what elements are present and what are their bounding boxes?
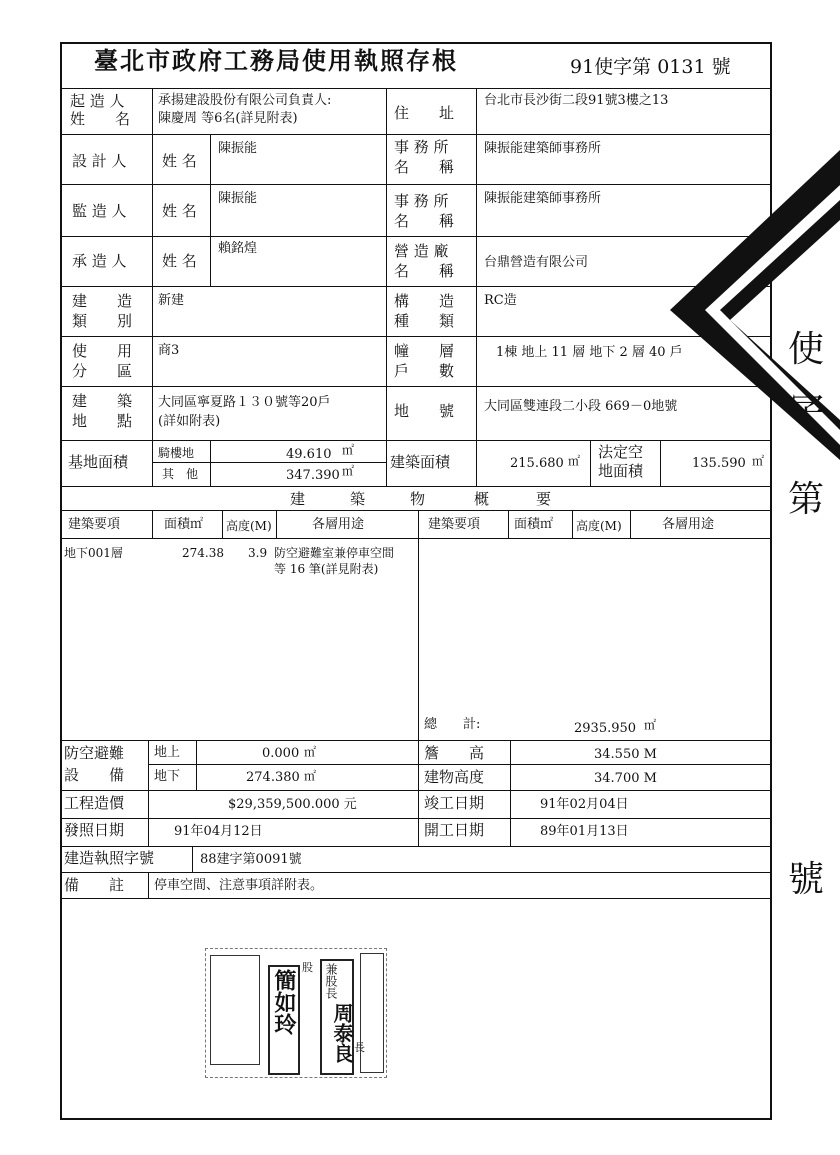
above-unit: ㎡ [304,745,317,759]
margin-char-1: 使 [788,329,825,370]
below-label: 地下 [154,769,181,784]
contractor-factory: 台鼎營造有限公司 [484,255,589,270]
build-type-value: 新建 [158,293,185,308]
col-item-left: 建築要項 [68,517,121,532]
structure-label-2: 種 類 [394,312,455,330]
stamp-box [210,955,260,1065]
seal-name-a: 簡如玲 [271,969,297,1035]
open-space-label: 法定空 [598,443,644,461]
seal-name-b: 周泰良 [330,1003,354,1063]
summary-heading-1: 建 [290,490,306,508]
summary-item-use-2: 等 16 筆(詳見附表) [274,562,379,576]
remark-value: 停車空間、注意事項詳附表。 [154,878,324,893]
office-stamp [360,953,384,1073]
remark-label: 備 註 [64,876,125,894]
address-label: 住 址 [394,104,455,122]
start-date-label: 開工日期 [424,821,485,839]
col-use-right: 各層用途 [662,517,715,532]
cost-value: $29,359,500.000 元 [228,797,357,812]
site-value: 大同區寧夏路１３０號等20戶 [158,395,331,410]
col-use-left: 各層用途 [312,517,365,532]
floors-value: 1棟 地上 11 層 地下 2 層 40 戶 [496,345,683,360]
use-zone-label: 使 用 [72,342,133,360]
contractor-factory-label: 營 造 廠 [394,242,449,260]
summary-heading-3: 物 [410,490,426,508]
initiator-value-2: 陳慶周 等6名(詳見附表) [158,111,298,126]
completion-date-label: 竣工日期 [424,794,485,812]
eave-value: 34.550 M [594,747,657,762]
margin-char-4: 號 [788,859,825,900]
margin-char-3: 第 [788,479,825,520]
designer-name: 陳振能 [218,141,258,156]
address-value: 台北市長沙街二段91號3樓之13 [484,93,669,108]
issue-date-value: 91年04月12日 [174,824,263,839]
summary-heading-5: 要 [536,490,552,508]
start-date-value: 89年01月13日 [540,824,629,839]
eave-label: 簷 高 [424,744,485,762]
seal-subscript-a: 股 [302,961,313,974]
contractor-label: 承 造 人 [72,252,127,270]
designer-office-label-2: 名 稱 [394,158,455,176]
shelter-label: 防空避難 [64,744,125,762]
arcade-label: 騎樓地 [158,446,195,460]
designer-office: 陳振能建築師事務所 [484,141,602,156]
supervisor-name: 陳振能 [218,191,258,206]
completion-date-value: 91年02月04日 [540,797,629,812]
below-unit: ㎡ [304,769,317,783]
shelter-label-2: 設 備 [64,766,125,784]
initiator-label: 起 造 人 [70,92,125,110]
col-area-right: 面積㎡ [514,517,554,532]
lot-label: 地 號 [394,402,455,420]
license-serial-number: 91使字第 0131 號 [570,56,731,78]
contractor-name-label: 姓 名 [162,252,197,270]
build-type-label: 建 造 [72,292,133,310]
supervisor-office-label-2: 名 稱 [394,212,455,230]
summary-item-use: 防空避難室兼停車空間 [274,546,395,560]
arcade-unit: ㎡ [342,443,355,457]
below-value: 274.380 [246,770,300,785]
summary-item-floor: 地下001層 [64,546,123,560]
supervisor-name-label: 姓 名 [162,202,197,220]
designer-office-label: 事 務 所 [394,138,449,156]
above-value: 0.000 [262,746,300,761]
total-unit: ㎡ [644,718,657,732]
arcade-value: 49.610 [286,447,332,462]
summary-heading-2: 築 [350,490,366,508]
structure-value: RC造 [484,293,517,308]
margin-char-2: 字 [788,389,825,430]
summary-heading-4: 概 [474,490,490,508]
cost-label: 工程造價 [64,794,125,812]
supervisor-office-label: 事 務 所 [394,192,449,210]
total-value: 2935.950 [574,721,637,736]
permit-number-value: 88建字第0091號 [200,852,302,867]
supervisor-office: 陳振能建築師事務所 [484,191,602,206]
floors-label-2: 戶 數 [394,362,455,380]
site-label: 建 築 [72,392,133,410]
seal-role-b: 兼股長 [324,963,338,999]
open-space-unit: ㎡ [752,454,765,468]
open-space-value: 135.590 [692,456,746,471]
use-zone-value: 商3 [158,343,180,358]
other-unit: ㎡ [342,464,355,478]
total-label: 總 計: [424,717,481,732]
building-height-value: 34.700 M [594,771,657,786]
site-label-2: 地 點 [72,412,133,430]
other-value: 347.390 [286,468,340,483]
building-area-unit: ㎡ [568,454,581,468]
name-seal-b [320,959,354,1075]
open-space-label-2: 地面積 [598,462,644,480]
official-diagonal-seal [610,130,840,490]
designer-name-label: 姓 名 [162,152,197,170]
seal-subscript-b: 長 [354,1041,365,1054]
col-area-left: 面積㎡ [164,517,204,532]
contractor-name: 賴銘煌 [218,241,258,256]
building-height-label: 建物高度 [424,768,485,786]
document-title: 臺北市政府工務局使用執照存根 [94,46,458,75]
building-area-value: 215.680 [510,456,564,471]
site-value-2: (詳如附表) [158,414,221,429]
summary-item-height: 3.9 [248,546,268,560]
use-zone-label-2: 分 區 [72,362,133,380]
initiator-value: 承揚建設股份有限公司負責人: [158,93,332,108]
lot-value: 大同區雙連段二小段 669－0地號 [484,399,678,414]
floors-label: 幢 層 [394,342,455,360]
col-height-left: 高度(M) [226,519,272,533]
col-item-right: 建築要項 [428,517,481,532]
designer-label: 設 計 人 [72,152,127,170]
issue-date-label: 發照日期 [64,821,125,839]
permit-number-label: 建造執照字號 [64,849,155,867]
summary-item-area: 274.38 [182,546,224,560]
initiator-label-name: 姓 名 [70,110,131,128]
name-seal-a [268,965,300,1075]
above-label: 地上 [154,745,181,760]
other-label: 其 他 [162,467,199,481]
col-height-right: 高度(M) [576,519,622,533]
structure-label: 構 造 [394,292,455,310]
build-type-label-2: 類 別 [72,312,133,330]
building-area-label: 建築面積 [390,453,451,471]
approval-stamp-area [205,948,387,1078]
contractor-factory-label-2: 名 稱 [394,262,455,280]
supervisor-label: 監 造 人 [72,202,127,220]
base-area-label: 基地面積 [68,453,129,471]
